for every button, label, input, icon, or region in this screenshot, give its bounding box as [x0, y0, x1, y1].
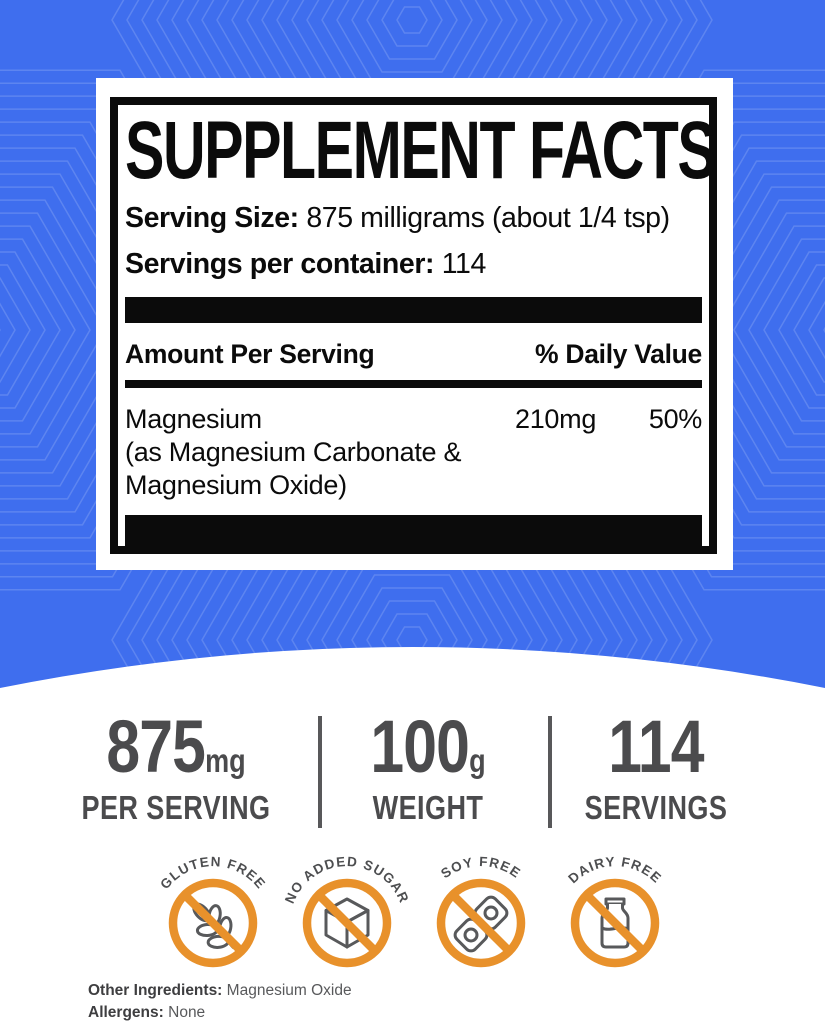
daily-value-header: % Daily Value [535, 339, 702, 370]
svg-text:SOY FREE [438, 854, 524, 881]
ingredient-source-line-1: (as Magnesium Carbonate & [125, 437, 462, 468]
thick-divider-bar-top [125, 297, 702, 323]
soy-free-badge [414, 843, 548, 971]
gluten-free-label: GLUTEN FREE [157, 853, 269, 892]
supplement-facts-panel [96, 78, 733, 570]
dairy-free-badge [548, 843, 682, 971]
stat-per-serving-label: PER SERVING [81, 789, 271, 826]
allergens-value: None [168, 1004, 206, 1021]
soy-free-label: SOY FREE [438, 854, 524, 882]
servings-per-container-line [125, 248, 702, 281]
ingredient-daily-value: 50% [648, 404, 702, 435]
ingredient-name-line: Magnesium [125, 404, 262, 435]
allergens-line [88, 1002, 352, 1024]
stat-per-serving-number: 875mg [106, 705, 246, 788]
serving-size-value: 875 milligrams (about 1/4 tsp) [306, 202, 670, 235]
serving-size-line [125, 202, 702, 235]
dietary-badges-row [146, 843, 682, 971]
thin-divider-rule [125, 380, 702, 388]
amount-per-serving-header: Amount Per Serving [125, 339, 375, 370]
ingredient-source-line-2: Magnesium Oxide) [125, 470, 347, 501]
thick-divider-bar-bottom [125, 515, 702, 549]
supplement-facts-border-box [110, 97, 717, 554]
supplement-facts-title: SUPPLEMENT FACTS [125, 105, 716, 196]
no-added-sugar-label: NO ADDED SUGAR [281, 853, 413, 906]
ingredient-name [125, 403, 515, 502]
other-ingredients-label: Other Ingredients: [88, 982, 223, 999]
servings-per-container-value: 114 [441, 248, 486, 281]
footer-ingredients [88, 980, 352, 1024]
allergens-label: Allergens: [88, 1004, 164, 1021]
gluten-free-badge [146, 843, 280, 971]
stat-weight-label: WEIGHT [372, 789, 484, 826]
ingredient-row [125, 403, 702, 502]
stat-weight-number: 100g [370, 705, 486, 788]
serving-size-label: Serving Size: [125, 202, 299, 235]
facts-header-row [125, 339, 702, 370]
servings-per-container-label: Servings per container: [125, 248, 435, 281]
stat-servings-number: 114 [608, 705, 704, 788]
other-ingredients-value: Magnesium Oxide [226, 982, 352, 999]
dairy-free-label: DAIRY FREE [565, 854, 665, 887]
ingredient-amount: 210mg [515, 404, 597, 435]
stat-servings-label: SERVINGS [584, 789, 728, 826]
no-added-sugar-badge [280, 843, 414, 971]
other-ingredients-line [88, 980, 352, 1002]
